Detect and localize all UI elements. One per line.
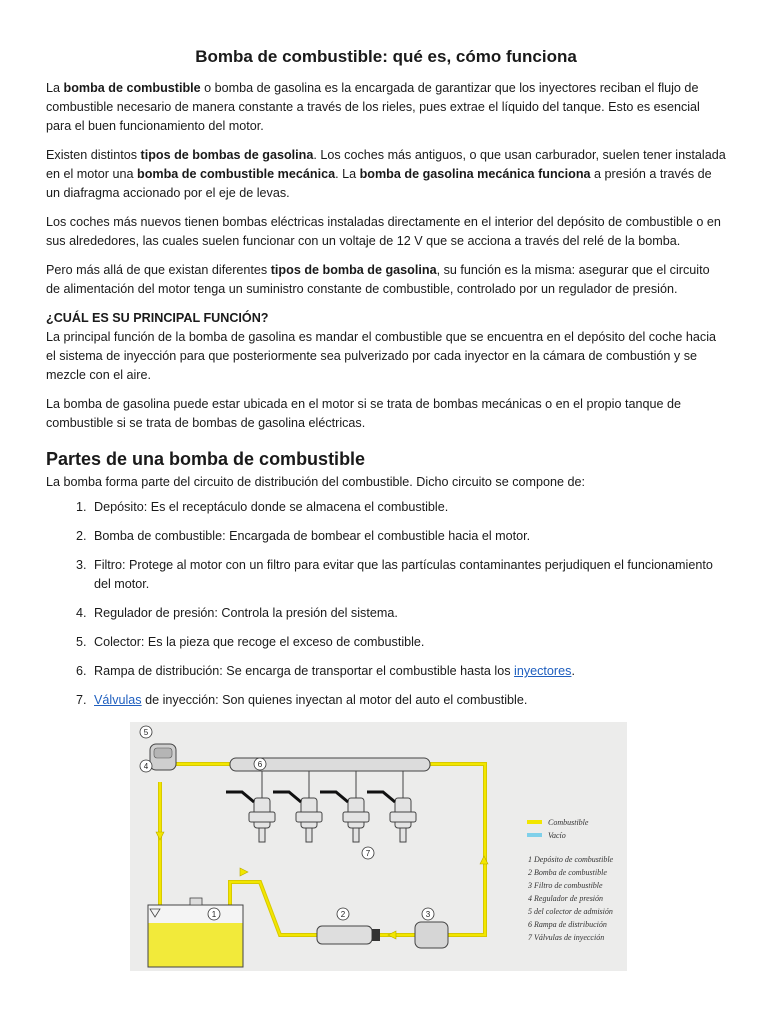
bold-text: tipos de bomba de gasolina <box>270 263 437 277</box>
text: Rampa de distribución: Se encarga de transportar el combustible hasta los <box>94 664 515 678</box>
flow-arrow <box>388 931 396 939</box>
paragraph-types <box>46 146 726 203</box>
page-title: Bomba de combustible: qué es, cómo funciona <box>195 47 577 66</box>
paragraph-function <box>46 261 726 299</box>
text: de inyección: Son quienes inyectan al motor del auto el combustible. <box>141 693 528 707</box>
marker-label: 3 <box>425 910 431 919</box>
bold-text: tipos de bombas de gasolina <box>140 148 314 162</box>
injectors-link[interactable]: inyectores <box>514 664 572 678</box>
fuel-pump <box>317 926 372 944</box>
marker-label: 1 <box>211 910 217 919</box>
section-intro: La bomba forma parte del circuito de distribución del combustible. Dicho circuito se compone de: <box>46 475 586 489</box>
text: , su función es la misma: asegurar que el circuito de alimentación del motor tenga un suministro constante de combustible, controlado por un regulador de presión. <box>46 263 710 296</box>
legend-part: 2 Bomba de combustible <box>528 868 607 877</box>
marker-label: 2 <box>340 910 346 919</box>
list-item <box>90 662 726 681</box>
legend-swatch-vacuum <box>527 833 542 837</box>
valves-link[interactable]: Válvulas <box>94 693 142 707</box>
text: La <box>46 81 64 95</box>
legend-part: 4 Regulador de presión <box>528 894 604 903</box>
list-item: 1. Depósito: Es el receptáculo donde se almacena el combustible. <box>90 498 726 517</box>
bold-text: bomba de combustible mecánica <box>137 167 336 181</box>
parts-list <box>46 498 726 710</box>
paragraph-location: La bomba de gasolina puede estar ubicada en el motor si se trata de bombas mecánicas o en el propio tanque de combustible si se trata de bombas de gasolina eléctricas. <box>46 397 682 430</box>
list-item: 5. Colector: Es la pieza que recoge el exceso de combustible. <box>90 633 726 652</box>
text: a presión a través de un diafragma accionado por el eje de levas. <box>46 167 712 200</box>
legend-part: 5 del colector de admisión <box>528 907 613 916</box>
diagram-svg <box>130 722 627 971</box>
text: Existen distintos <box>46 148 141 162</box>
flow-arrow <box>240 868 248 876</box>
text: . Los coches más antiguos, o que usan carburador, suelen tener instalada en el motor una <box>46 148 726 181</box>
legend-part: 6 Rampa de distribución <box>528 920 607 929</box>
paragraph-electric: Los coches más nuevos tienen bombas eléctricas instaladas directamente en el interior del depósito de combustible o en sus alrededores, las cuales suelen funcionar con un voltaje de 12 V que se acciona a través del relé de la bomba. <box>46 215 721 248</box>
paragraph-intro <box>46 79 726 136</box>
list-item <box>90 691 726 710</box>
text: o bomba de gasolina es la encargada de garantizar que los inyectores reciban el flujo de combustible necesario de manera constante a través de los rieles, pues extrae el líquido del tanque. Esto es esencial para el buen funcionamiento del motor. <box>46 81 700 133</box>
subheading: ¿CUÁL ES SU PRINCIPAL FUNCIÓN? <box>46 311 269 325</box>
legend-vacuum: Vacío <box>548 831 566 840</box>
fuel-circuit-diagram <box>130 722 627 971</box>
paragraph-main-function: La principal función de la bomba de gasolina es mandar el combustible que se encuentra en el depósito del coche hacia el sistema de inyección para que posteriormente sea pulverizado por cada inyector en la cámara de combustión y se mezcle con el aire. <box>46 330 717 382</box>
fuel-filter <box>415 922 448 948</box>
list-item: 3. Filtro: Protege al motor con un filtro para evitar que las partículas contaminantes perjudiquen el funcionamiento del motor. <box>90 556 726 594</box>
legend-part: 1 Depósito de combustible <box>528 855 614 864</box>
legend-part: 3 Filtro de combustible <box>528 881 603 890</box>
flow-arrow <box>156 832 164 840</box>
marker-label: 4 <box>143 762 149 771</box>
bold-text: bomba de combustible <box>63 81 201 95</box>
injectors <box>249 771 416 842</box>
legend-part: 7 Válvulas de inyección <box>528 933 605 942</box>
marker-label: 6 <box>257 760 263 769</box>
text: . La <box>335 167 360 181</box>
text: . <box>571 664 575 678</box>
legend-fuel: Combustible <box>548 818 589 827</box>
text: Pero más allá de que existan diferentes <box>46 263 271 277</box>
marker-label: 5 <box>143 728 149 737</box>
fuel-line <box>430 764 485 935</box>
section-title: Partes de una bomba de combustible <box>46 449 366 469</box>
list-item: 4. Regulador de presión: Controla la presión del sistema. <box>90 604 726 623</box>
bold-text: bomba de gasolina mecánica funciona <box>359 167 591 181</box>
document-body <box>46 46 726 720</box>
list-item: 2. Bomba de combustible: Encargada de bombear el combustible hacia el motor. <box>90 527 726 546</box>
marker-label: 7 <box>365 849 371 858</box>
legend-swatch-fuel <box>527 820 542 824</box>
